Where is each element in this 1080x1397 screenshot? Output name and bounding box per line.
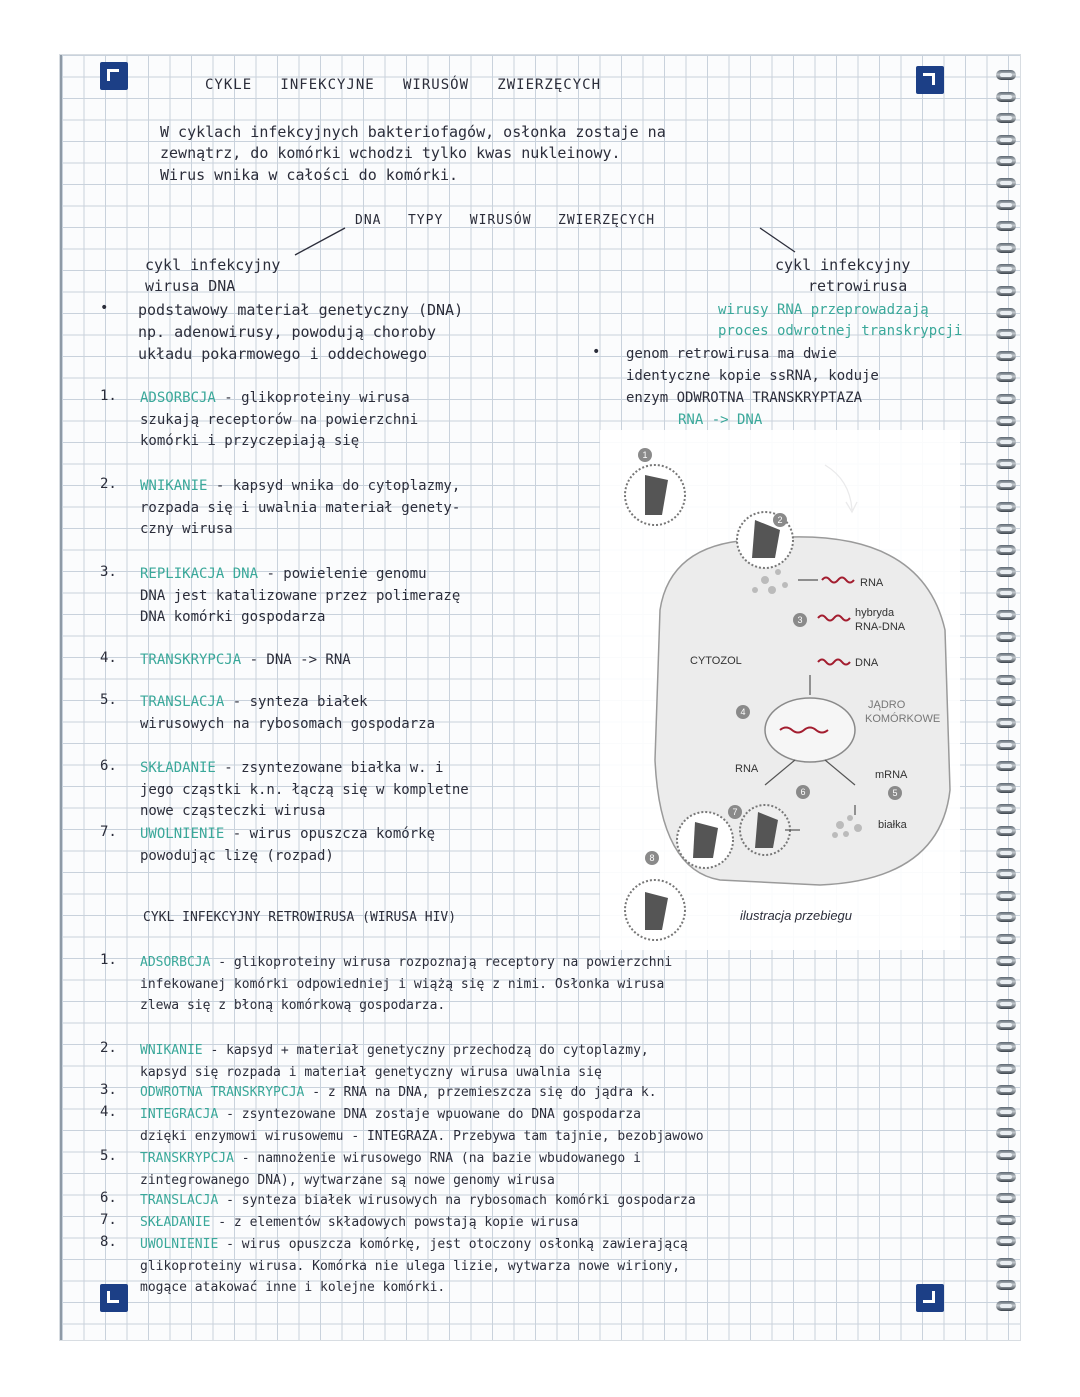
diagram-label: RNA (735, 763, 759, 775)
step-text: szukają receptorów na powierzchni (140, 411, 419, 428)
diagram-label: hybryda (855, 607, 895, 619)
step-line (140, 431, 359, 453)
intro-line: W cyklach infekcyjnych bakteriofagów, osłonka zostaje na (160, 123, 666, 141)
step-text: nowe cząsteczki wirusa (140, 803, 326, 819)
step-line (140, 1040, 649, 1062)
step-text: kapsyd się rozpada i materiał genetyczny wirusa uwalnia się (140, 1064, 602, 1080)
spiral-ring (996, 1215, 1016, 1225)
step-line (140, 1126, 704, 1148)
spiral-ring (996, 113, 1016, 123)
virus-particle (625, 465, 685, 525)
svg-text:1: 1 (642, 450, 648, 460)
spiral-ring (996, 740, 1016, 750)
spiral-ring (996, 999, 1016, 1009)
retro-note: wirusy RNA przeprowadzają (718, 302, 929, 318)
spiral-ring (996, 912, 1016, 922)
spiral-ring (996, 70, 1016, 80)
step-text: - kapsyd + materiał genetyczny przechodzą do cytoplazmy, (210, 1043, 649, 1058)
spiral-ring (996, 675, 1016, 685)
nucleus (765, 698, 855, 762)
intro-line: Wirus wnika w całości do komórki. (160, 166, 459, 184)
svg-text:4: 4 (740, 707, 746, 717)
retro-text: enzym ODWROTNA TRANSKRYPTAZA (626, 390, 863, 406)
spiral-ring (996, 1085, 1016, 1095)
step-text: infekowanej komórki odpowiedniej i wiążą się z nimi. Osłonka wirusa (140, 976, 665, 992)
spiral-ring (996, 1172, 1016, 1182)
spiral-ring (996, 135, 1016, 145)
step-number: 3. (100, 1082, 117, 1098)
spiral-ring (996, 826, 1016, 836)
step-keyword: TRANSLACJA (140, 694, 233, 710)
diagram-label: RNA-DNA (855, 621, 906, 633)
page-title: CYKLE INFEKCYJNE WIRUSÓW ZWIERZĘCYCH (205, 77, 602, 93)
step-text: - DNA -> RNA (249, 652, 351, 668)
step-number: 5. (100, 692, 117, 708)
step-number: 4. (100, 1104, 117, 1120)
step-text: - glikoproteiny wirusa (224, 390, 410, 406)
step-keyword: SKŁADANIE (140, 1215, 219, 1230)
step-number: 8. (100, 1234, 117, 1250)
step-text: dzięki enzymowi wirusowemu - INTEGRAZA. Przebywa tam tajnie, bezobjawowo (140, 1128, 704, 1144)
spiral-ring (996, 502, 1016, 512)
retro-heading: cykl infekcyjny (775, 256, 911, 274)
step-keyword: WNIKANIE (140, 478, 216, 494)
connector-lines (290, 220, 810, 260)
spiral-ring (996, 200, 1016, 210)
types-heading: DNA TYPY WIRUSÓW ZWIERZĘCYCH (355, 213, 656, 228)
dna-heading: cykl infekcyjny (145, 256, 281, 274)
step-line (140, 1277, 445, 1299)
diagram-label: KOMÓRKOWE (865, 713, 941, 725)
step-number: 6. (100, 1190, 117, 1206)
spiral-ring (996, 437, 1016, 447)
svg-text:7: 7 (732, 807, 738, 817)
step-number: 2. (100, 1040, 117, 1056)
step-line (140, 1212, 578, 1234)
step-text: - kapsyd wnika do cytoplazmy, (215, 478, 461, 494)
step-keyword: ODWROTNA TRANSKRYPCJA (140, 1085, 313, 1100)
step-text: wirusowych na rybosomach gospodarza (140, 715, 436, 732)
step-text: zintegrowanego DNA), wytwarzane są nowe genomy wirusa (140, 1172, 555, 1188)
step-keyword: INTEGRACJA (140, 1107, 227, 1122)
step-number: 2. (100, 476, 117, 492)
spiral-ring (996, 1128, 1016, 1138)
retro-note: proces odwrotnej transkrypcji (718, 323, 963, 339)
hiv-heading: CYKL INFEKCYJNY RETROWIRUSA (WIRUSA HIV) (143, 910, 457, 925)
step-number: 7. (100, 824, 117, 840)
spiral-ring (996, 545, 1016, 555)
step-line (140, 952, 672, 974)
spiral-ring (996, 524, 1016, 534)
step-keyword: TRANSLACJA (140, 1193, 227, 1208)
retro-text: identyczne kopie ssRNA, koduje (626, 368, 879, 384)
step-line (140, 714, 435, 736)
spiral-ring (996, 610, 1016, 620)
step-text: - zsyntezowane białka w. i (224, 760, 444, 776)
step-line (140, 1190, 696, 1212)
diagram-caption: ilustracja przebiegu (740, 908, 853, 923)
step-text: - wirus opuszcza komórkę, jest otoczony osłonką zawierającą (226, 1237, 688, 1252)
step-text: - glikoproteiny wirusa rozpoznają receptory na powierzchni (218, 955, 673, 970)
step-text: DNA jest katalizowane przez polimerazę (140, 587, 461, 604)
step-number: 5. (100, 1148, 117, 1164)
spiral-ring (996, 718, 1016, 728)
spiral-ring (996, 1301, 1016, 1311)
step-number: 1. (100, 388, 117, 404)
step-line (140, 692, 368, 714)
diagram-label: RNA (860, 577, 884, 589)
step-keyword: SKŁADANIE (140, 760, 225, 776)
step-line (140, 974, 664, 996)
diagram-label: DNA (855, 657, 879, 669)
step-text: zlewa się z błoną komórkową gospodarza. (140, 998, 446, 1013)
step-number: 3. (100, 564, 117, 580)
step-line (140, 519, 233, 541)
step-keyword: TRANSKRYPCJA (140, 1151, 242, 1166)
step-keyword: REPLIKACJA DNA (140, 566, 267, 582)
spiral-ring (996, 243, 1016, 253)
spiral-ring (996, 977, 1016, 987)
svg-text:8: 8 (649, 853, 655, 863)
spiral-ring (996, 156, 1016, 166)
svg-text:2: 2 (777, 515, 783, 525)
step-number: 6. (100, 758, 117, 774)
spiral-ring (996, 653, 1016, 663)
step-text: mogące atakować inne i kolejne komórki. (140, 1280, 446, 1295)
spiral-ring (996, 308, 1016, 318)
spiral-ring (996, 351, 1016, 361)
svg-text:6: 6 (800, 787, 806, 797)
spiral-ring (996, 92, 1016, 102)
corner-marker-top-left (100, 62, 128, 90)
step-line (140, 1170, 555, 1192)
spiral-binding (996, 70, 1018, 1330)
step-line (140, 846, 334, 868)
retro-text: genom retrowirusa ma dwie (626, 346, 837, 362)
step-line (140, 1148, 641, 1170)
spiral-ring (996, 783, 1016, 793)
spiral-ring (996, 1064, 1016, 1074)
spiral-ring (996, 1042, 1016, 1052)
step-text: jego cząstki k.n. łączą się w kompletne (140, 781, 469, 798)
step-text: komórki i przyczepiają się (140, 433, 360, 449)
step-keyword: TRANSKRYPCJA (140, 652, 250, 668)
dna-intro-line: układu pokarmowego i oddechowego (138, 345, 427, 363)
step-line (140, 1082, 657, 1104)
spiral-ring (996, 1193, 1016, 1203)
step-text: - z RNA na DNA, przemieszcza się do jądra k. (312, 1085, 657, 1100)
corner-marker-bottom-left (100, 1284, 128, 1312)
spiral-ring (996, 480, 1016, 490)
bullet: • (592, 344, 601, 360)
step-line (140, 564, 427, 586)
step-text: - zsyntezowane DNA zostaje wpuowane do DNA gospodarza (226, 1107, 641, 1122)
spiral-ring (996, 286, 1016, 296)
spiral-ring (996, 1236, 1016, 1246)
step-keyword: ADSORBCJA (140, 955, 219, 970)
step-text: - z elementów składowych powstają kopie wirusa (218, 1215, 579, 1230)
step-line (140, 388, 410, 410)
virus-particle (740, 805, 790, 855)
spiral-ring (996, 221, 1016, 231)
step-line (140, 1062, 602, 1084)
step-text: - wirus opuszcza komórkę (232, 826, 436, 842)
retrovirus-cycle-diagram (600, 430, 960, 950)
spiral-ring (996, 1107, 1016, 1117)
bullet: • (100, 300, 109, 316)
spiral-ring (996, 1150, 1016, 1160)
step-line (140, 1256, 680, 1278)
dna-intro-line: np. adenowirusy, powodują choroby (138, 323, 437, 341)
step-line (140, 1104, 641, 1126)
corner-marker-bottom-right (916, 1284, 944, 1312)
diagram-label: CYTOZOL (690, 655, 742, 667)
step-keyword: UWOLNIENIE (140, 1237, 227, 1252)
spiral-ring (996, 761, 1016, 771)
step-line (140, 780, 469, 802)
step-text: powodując lizę (rozpad) (140, 847, 334, 864)
spiral-ring (996, 696, 1016, 706)
spiral-ring (996, 869, 1016, 879)
step-line (140, 801, 325, 823)
spiral-ring (996, 588, 1016, 598)
step-number: 1. (100, 952, 117, 968)
diagram-label: mRNA (875, 769, 908, 781)
spiral-ring (996, 1280, 1016, 1290)
spiral-ring (996, 632, 1016, 642)
retro-heading: retrowirusa (808, 277, 908, 295)
step-line (140, 758, 443, 780)
step-line (140, 1234, 688, 1256)
step-text: czny wirusa (140, 521, 233, 537)
svg-text:5: 5 (892, 788, 898, 798)
spiral-ring (996, 264, 1016, 274)
diagram-label: JĄDRO (868, 699, 906, 711)
step-number: 7. (100, 1212, 117, 1228)
virus-particle (625, 880, 685, 940)
step-line (140, 476, 460, 498)
spiral-ring (996, 329, 1016, 339)
spiral-ring (996, 394, 1016, 404)
dna-heading: wirusa DNA (145, 277, 236, 295)
intro-line: zewnątrz, do komórki wchodzi tylko kwas nukleinowy. (160, 144, 621, 162)
spiral-ring (996, 804, 1016, 814)
spiral-ring (996, 372, 1016, 382)
step-text: - powielenie genomu (266, 566, 427, 582)
step-line (140, 498, 460, 520)
step-text: - synteza białek (232, 694, 368, 710)
step-number: 4. (100, 650, 117, 666)
corner-marker-top-right (916, 66, 944, 94)
step-line (140, 824, 435, 846)
spiral-ring (996, 956, 1016, 966)
spiral-ring (996, 934, 1016, 944)
diagram-label: białka (878, 819, 907, 831)
step-keyword: WNIKANIE (140, 1043, 211, 1058)
svg-text:3: 3 (797, 615, 803, 625)
step-text: rozpada się i uwalnia materiał genety- (140, 499, 461, 516)
step-line (140, 607, 325, 629)
spiral-ring (996, 1020, 1016, 1030)
dna-intro-line: podstawowy materiał genetyczny (DNA) (138, 301, 464, 319)
step-text: DNA komórki gospodarza (140, 609, 326, 625)
spiral-ring (996, 1258, 1016, 1268)
step-text: - namnożenie wirusowego RNA (na bazie wbudowanego i (241, 1151, 641, 1166)
spiral-ring (996, 178, 1016, 188)
spiral-ring (996, 416, 1016, 426)
step-line (140, 586, 460, 608)
spiral-ring (996, 848, 1016, 858)
step-text: glikoproteiny wirusa. Komórka nie ulega lizie, wytwarza nowe wiriony, (140, 1258, 681, 1274)
spiral-ring (996, 567, 1016, 577)
step-line (140, 995, 445, 1017)
spiral-ring (996, 891, 1016, 901)
spiral-ring (996, 459, 1016, 469)
step-line (140, 410, 418, 432)
step-keyword: ADSORBCJA (140, 390, 225, 406)
step-text: - synteza białek wirusowych na rybosomach komórki gospodarza (226, 1193, 696, 1208)
virus-particle (677, 812, 733, 868)
step-keyword: UWOLNIENIE (140, 826, 233, 842)
step-line (140, 650, 351, 672)
retro-arrow-text: RNA -> DNA (678, 412, 763, 428)
